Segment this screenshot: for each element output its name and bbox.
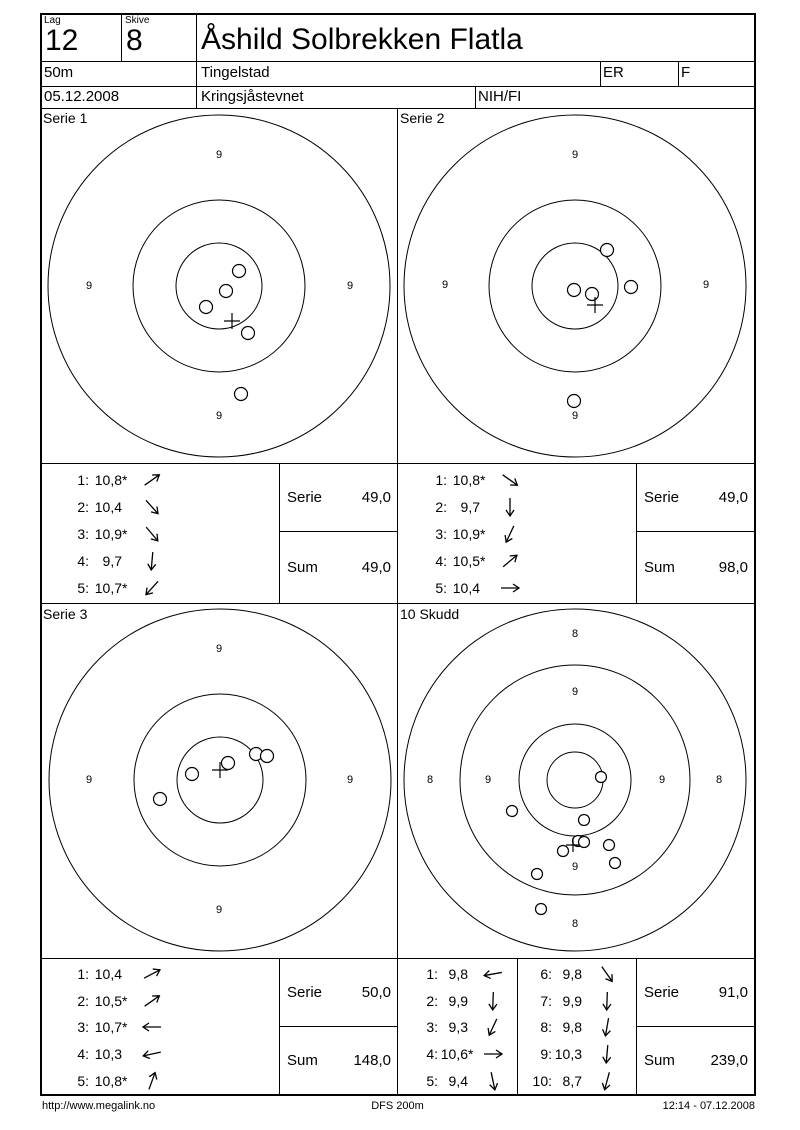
serie-total-value: 49,0: [718, 489, 748, 506]
serie-total-value: 50,0: [361, 984, 391, 1001]
shot-row: [425, 547, 636, 574]
shot-value: 10,8: [94, 1072, 122, 1089]
shot-direction-arrow: [135, 571, 169, 605]
shot-direction-arrow: [135, 984, 168, 1017]
distance-value: 50m: [44, 64, 74, 81]
skive-label: Skive: [125, 15, 150, 26]
shot-row: [412, 988, 517, 1015]
shot-number: 10:: [532, 1072, 552, 1089]
shot-value: 9,7: [102, 552, 122, 569]
ring-label: 9: [571, 149, 579, 161]
grid-line: [475, 86, 476, 108]
ring-label: 9: [215, 643, 223, 655]
ring-label: 9: [346, 280, 354, 292]
shot-star: *: [122, 525, 128, 542]
grid-line: [40, 1094, 756, 1096]
serie-total-label: Serie: [644, 489, 680, 506]
shot-number: 4:: [426, 1046, 438, 1063]
ring-label: 9: [441, 279, 449, 291]
shot-value: 10,8: [94, 471, 122, 488]
shot-value: 9,8: [562, 966, 582, 983]
shot-hole: [625, 281, 638, 294]
shot-row: [526, 1041, 636, 1068]
panel-title-serie-1: Serie 1: [43, 110, 88, 126]
shot-hole: [601, 244, 614, 257]
shot-direction-arrow: [592, 1066, 621, 1095]
ring-label: 9: [571, 861, 579, 873]
ring-label: 9: [215, 904, 223, 916]
shot-direction-arrow: [493, 463, 526, 496]
sum-total-label: Sum: [287, 1052, 318, 1069]
shot-row: [526, 988, 636, 1015]
grid-line: [40, 61, 755, 62]
serie-total-value: 49,0: [361, 489, 391, 506]
target-ring: [176, 243, 262, 329]
sum-total-value: 239,0: [710, 1052, 748, 1069]
shot-row: [425, 574, 636, 601]
shot-number: 1:: [77, 966, 89, 983]
shot-row: [67, 1014, 279, 1041]
grid-line: [678, 61, 679, 86]
shot-value: 10,8: [452, 471, 480, 488]
shot-value: 10,9: [452, 525, 480, 542]
shot-hole: [596, 772, 607, 783]
footer-timestamp: 12:14 - 07.12.2008: [662, 1100, 755, 1112]
shot-row: [67, 1067, 279, 1094]
shot-row: [412, 1014, 517, 1041]
serie-total-box: [280, 959, 397, 1026]
shot-value: 9,3: [448, 1019, 468, 1036]
ring-label: 8: [571, 918, 579, 930]
ring-label: 8: [571, 628, 579, 640]
class-letter: F: [681, 64, 691, 81]
footer-url: http://www.megalink.no: [42, 1100, 156, 1112]
shot-number: 1:: [77, 471, 89, 488]
shot-number: 8:: [540, 1019, 552, 1036]
shot-hole: [154, 793, 167, 806]
shot-number: 3:: [77, 1019, 89, 1036]
sum-total-box: [637, 532, 754, 603]
panel-title-serie-3: Serie 3: [43, 606, 88, 622]
shot-direction-arrow: [479, 960, 507, 988]
shot-row: [425, 520, 636, 547]
shot-row: [67, 493, 279, 520]
shot-row: [526, 1067, 636, 1094]
grid-line: [40, 86, 755, 87]
shot-row: [67, 574, 279, 601]
shot-hole: [261, 750, 274, 763]
shot-direction-arrow: [139, 547, 165, 573]
shot-value: 9,9: [448, 992, 468, 1009]
shot-hole: [604, 840, 615, 851]
shot-direction-arrow: [595, 988, 620, 1013]
range-name: Tingelstad: [201, 64, 270, 81]
shot-list-serie-1: [40, 464, 279, 603]
shot-number: 5:: [426, 1072, 438, 1089]
shot-number: 1:: [426, 966, 438, 983]
shot-direction-arrow: [135, 517, 169, 551]
shooter-name: Åshild Solbrekken Flatla: [201, 23, 523, 56]
target-plot-10-skudd: [398, 604, 754, 963]
shot-list-serie-3: [40, 959, 279, 1094]
target-ring: [48, 115, 390, 457]
date-value: 05.12.2008: [44, 88, 120, 105]
shot-number: 2:: [426, 992, 438, 1009]
ring-label: 9: [85, 280, 93, 292]
shot-row: [67, 961, 279, 988]
shot-hole: [186, 768, 199, 781]
shot-hole: [568, 284, 581, 297]
shot-number: 5:: [77, 579, 89, 596]
shot-number: 5:: [77, 1072, 89, 1089]
mean-point-cross: [224, 313, 240, 329]
shot-number: 4:: [77, 1046, 89, 1063]
shot-row: [412, 1067, 517, 1094]
target-ring: [547, 752, 603, 808]
shot-star: *: [468, 1046, 474, 1063]
shot-row: [526, 961, 636, 988]
target-plot-serie-3: [41, 604, 397, 963]
ring-label: 9: [346, 774, 354, 786]
shot-hole: [242, 327, 255, 340]
shot-row: [412, 961, 517, 988]
target-ring: [49, 609, 391, 951]
ring-label: 9: [484, 774, 492, 786]
shot-list-serie-2: [398, 464, 636, 603]
lag-label: Lag: [44, 15, 61, 26]
club-name: NIH/FI: [478, 88, 522, 105]
shot-row: [526, 1014, 636, 1041]
skive-value: 8: [126, 24, 143, 57]
shot-value: 10,7: [94, 1019, 122, 1036]
target-ring: [133, 200, 305, 372]
shot-direction-arrow: [590, 958, 623, 991]
shot-number: 1:: [435, 471, 447, 488]
shot-row: [412, 1041, 517, 1068]
sum-total-box: [280, 1027, 397, 1094]
ring-label: 9: [215, 410, 223, 422]
shot-star: *: [480, 525, 486, 542]
shot-hole: [235, 388, 248, 401]
ring-label: 9: [571, 686, 579, 698]
shot-number: 7:: [540, 992, 552, 1009]
shot-direction-arrow: [137, 1065, 168, 1096]
sum-total-label: Sum: [287, 559, 318, 576]
shot-number: 6:: [540, 966, 552, 983]
shot-direction-arrow: [481, 988, 506, 1013]
class-code: ER: [603, 64, 624, 81]
shot-value: 9,4: [448, 1072, 468, 1089]
serie-total-value: 91,0: [718, 984, 748, 1001]
shot-row: [67, 466, 279, 493]
shot-number: 5:: [435, 579, 447, 596]
ring-label: 8: [715, 774, 723, 786]
shot-hole: [507, 806, 518, 817]
shot-number: 3:: [435, 525, 447, 542]
shot-value: 9,8: [448, 966, 468, 983]
ring-label: 9: [702, 279, 710, 291]
shot-value: 8,7: [562, 1072, 582, 1089]
shot-hole: [536, 904, 547, 915]
shot-direction-arrow: [593, 1014, 621, 1042]
event-name: Kringsjåstevnet: [201, 88, 304, 105]
grid-line: [754, 13, 756, 1096]
target-plot-serie-2: [398, 109, 754, 468]
shot-value: 10,4: [452, 579, 480, 596]
shot-hole: [200, 301, 213, 314]
shot-number: 2:: [77, 498, 89, 515]
shot-row: [425, 493, 636, 520]
shot-direction-arrow: [140, 1015, 164, 1039]
target-plot-serie-1: [41, 109, 397, 468]
ring-label: 9: [658, 774, 666, 786]
shot-hole: [568, 395, 581, 408]
shot-star: *: [122, 1019, 128, 1036]
panel-title-10-skudd: 10 Skudd: [400, 606, 460, 622]
shot-value: 10,5: [94, 992, 122, 1009]
shot-direction-arrow: [498, 576, 522, 600]
shot-hole: [579, 815, 590, 826]
target-ring: [519, 724, 631, 836]
shot-number: 4:: [435, 552, 447, 569]
shot-hole: [579, 837, 590, 848]
lag-value: 12: [45, 24, 79, 57]
shot-star: *: [122, 471, 128, 488]
shot-direction-arrow: [138, 1040, 166, 1068]
shot-direction-arrow: [477, 1012, 509, 1044]
serie-total-label: Serie: [287, 984, 323, 1001]
serie-total-box: [637, 464, 754, 531]
shot-row: [67, 988, 279, 1015]
shot-row: [67, 520, 279, 547]
target-ring: [404, 609, 746, 951]
shot-direction-arrow: [479, 1066, 507, 1094]
shot-star: *: [480, 552, 486, 569]
shot-value: 10,4: [94, 966, 122, 983]
shot-hole: [233, 265, 246, 278]
shot-star: *: [122, 1072, 128, 1089]
shot-value: 9,8: [562, 1019, 582, 1036]
shot-star: *: [122, 992, 128, 1009]
shot-number: 3:: [426, 1019, 438, 1036]
sum-total-box: [637, 1027, 754, 1094]
shot-number: 2:: [77, 992, 89, 1009]
sum-total-label: Sum: [644, 559, 675, 576]
ring-label: 9: [85, 774, 93, 786]
shot-value: 10,7: [94, 579, 122, 596]
shot-value: 9,7: [460, 498, 480, 515]
sum-total-label: Sum: [644, 1052, 675, 1069]
sum-total-value: 148,0: [353, 1052, 391, 1069]
shot-number: 9:: [540, 1046, 552, 1063]
shot-value: 10,5: [452, 552, 480, 569]
shot-value: 9,9: [562, 992, 582, 1009]
shot-direction-arrow: [481, 1042, 505, 1066]
shot-hole: [220, 285, 233, 298]
shot-value: 10,9: [94, 525, 122, 542]
sum-total-value: 49,0: [361, 559, 391, 576]
serie-total-label: Serie: [287, 489, 323, 506]
ring-label: 8: [426, 774, 434, 786]
footer-system: DFS 200m: [371, 1100, 424, 1112]
shot-direction-arrow: [498, 495, 522, 519]
grid-line: [600, 61, 601, 86]
shot-hole: [586, 288, 599, 301]
shot-list-10-skudd-col-1: [398, 959, 517, 1094]
shot-value: 10,3: [94, 1046, 122, 1063]
panel-title-serie-2: Serie 2: [400, 110, 445, 126]
shot-direction-arrow: [594, 1041, 620, 1067]
shot-hole: [558, 846, 569, 857]
shot-number: 2:: [435, 498, 447, 515]
shot-number: 4:: [77, 552, 89, 569]
shot-value: 10,6: [440, 1046, 468, 1063]
shot-number: 3:: [77, 525, 89, 542]
serie-total-box: [280, 464, 397, 531]
shot-row: [67, 1041, 279, 1068]
serie-total-label: Serie: [644, 984, 680, 1001]
shot-star: *: [480, 471, 486, 488]
ring-label: 9: [215, 149, 223, 161]
shot-hole: [610, 858, 621, 869]
shot-list-10-skudd-col-2: [518, 959, 636, 1094]
shot-row: [67, 547, 279, 574]
grid-line: [121, 13, 122, 61]
shot-row: [425, 466, 636, 493]
serie-total-box: [637, 959, 754, 1026]
sum-total-value: 98,0: [718, 559, 748, 576]
shot-value: 10,4: [94, 498, 122, 515]
sum-total-box: [280, 532, 397, 603]
shot-value: 10,3: [554, 1046, 582, 1063]
ring-label: 9: [571, 410, 579, 422]
shot-star: *: [122, 579, 128, 596]
shot-direction-arrow: [493, 544, 527, 578]
grid-line: [196, 13, 197, 108]
target-ring: [134, 694, 306, 866]
shot-hole: [532, 869, 543, 880]
shot-hole: [222, 757, 235, 770]
